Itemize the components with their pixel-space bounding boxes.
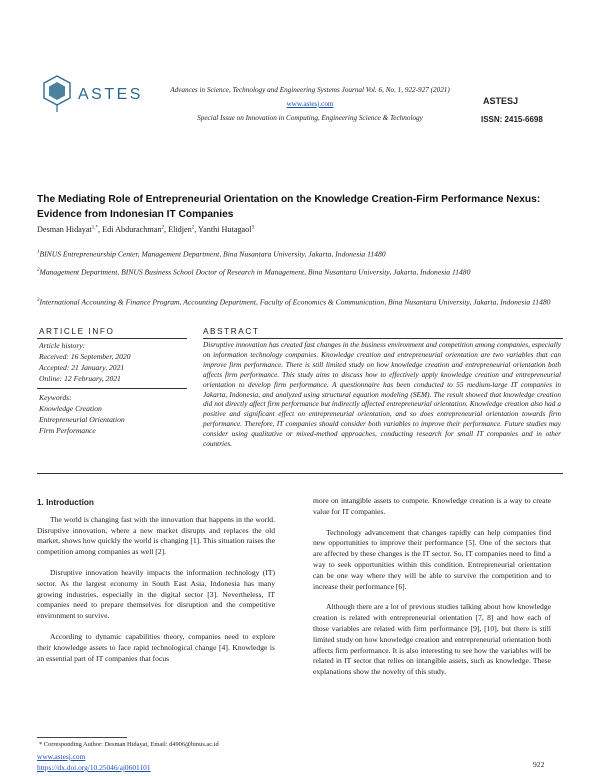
footnote-divider [37, 737, 127, 738]
keywords [39, 392, 189, 436]
keywords-label: Keywords: [39, 393, 72, 402]
author-name: Edi Abdurachman [102, 225, 162, 234]
abstract-heading: ABSTRACT [203, 327, 260, 336]
affiliation-3 [37, 296, 567, 308]
author-sup: 2 [161, 225, 164, 231]
section-heading: 1. Introduction [37, 498, 94, 507]
author-separator: , [194, 225, 199, 234]
paragraph: The world is changing fast with the innovation that happens in the world. Disruptive innovation, where a new market disrupts and replaces the old market, shows how quickly the world is changing [1]. This situation raises the competition among companies as well [2]. [37, 514, 275, 557]
author-name: Desman Hidayat [37, 225, 92, 234]
journal-brand: ASTESJ [483, 96, 519, 106]
site-url-link[interactable]: www.astesj.com [37, 752, 86, 761]
author-name: Yanthi Hutagaol [198, 225, 252, 234]
journal-issn: ISSN: 2415-6698 [481, 115, 543, 124]
doi-link[interactable]: https://dx.doi.org/10.25046/aj0601101 [37, 763, 151, 772]
paper-title: The Mediating Role of Entrepreneurial Orientation on the Knowledge Creation-Firm Performance Nexus: Evidence from Indonesian IT Companies [37, 194, 541, 220]
article-history [39, 340, 189, 384]
divider [37, 338, 187, 339]
author-sup: 3 [251, 225, 255, 231]
author-list [37, 225, 254, 234]
paragraph: According to dynamic capabilities theory, companies need to explore their knowledge assets to face rapid technological change [4]. Knowledge is an essential part of IT companies that focus [37, 631, 275, 663]
accepted-date: Accepted: 21 January, 2021 [39, 363, 125, 372]
affiliation-1 [37, 248, 567, 260]
abstract-text: Disruptive innovation has created fast changes in the business environment and competition among companies, especially on information technology companies. Knowledge creation and entrepreneurial orientation are two variables that can improve firm performance. There is still limited study on how knowledge creation and entrepreneurial orientation both affects firm performance. This study aims to discuss how to effectively apply knowledge creation and entrepreneurial orientation to develop firm performance. A questionnaire has been conducted to 55 medium-large IT companies in Jakarta, Indonesia, and analyzed using structural equation modeling (SEM). The result showed that knowledge creation did not directly affect firm performance but indirectly affected entrepreneurial orientation. Knowledge creation also had a positive and significant effect on entrepreneurial orientation, and so does entrepreneurial orientation towards firm performance. Therefore, IT companies should consider both variables to improve their performance. Future studies may consider using qualitative or mixed-method approaches, conducting research for small IT companies and in other countries. [203, 340, 561, 449]
paragraph: Although there are a lot of previous studies talking about how knowledge creation is related with entrepreneurial orientation [7, 8] and how each of those variables are related with firm performance [9], [10], but there is still limited study on how knowledge creation and entrepreneurial orientation both affects firm performance. It is also interesting to see how the variables will be related in IT sector that relies on intangible assets, such as knowledge. These explanations show the novelty of this study. [313, 602, 551, 677]
divider [37, 388, 187, 389]
affiliation-text: International Accounting & Finance Program, Accounting Department, Faculty of Economics & Communication, Bina Nusantara University, Jakarta, Indonesia 11480 [39, 297, 551, 307]
divider [37, 473, 563, 474]
author-sup: 2 [191, 225, 195, 231]
special-issue: Special Issue on Innovation in Computing, Engineering Science & Technology [197, 114, 423, 122]
affiliation-2 [37, 266, 567, 278]
body-right-column [313, 496, 551, 688]
affiliation-sup: 3 [37, 298, 40, 303]
keyword: Firm Performance [39, 426, 96, 435]
logo-text: ASTES [78, 86, 143, 103]
author-separator: , [98, 225, 103, 234]
received-date: Received: 16 September, 2020 [39, 352, 131, 361]
paragraph: Technology advancement that changes rapidly can help companies find new opportunities to improve their performance [5]. One of the sectors that are affected by these changes is the IT sector. So, IT companies need to find a way to seek opportunities within this condition. Entrepreneurial orientation can be one way where they will be able to survive the competition and to increase their performance [6]. [313, 527, 551, 591]
corresponding-author-footnote: * Corresponding Author: Desman Hidayat, Email: d4906@binus.ac.id [39, 741, 219, 748]
author-sup: 1,* [91, 225, 99, 231]
logo-mark-icon [40, 74, 74, 114]
author-name: Elidjen [168, 225, 192, 234]
affiliation-text: BINUS Entrepreneurship Center, Management Department, Bina Nusantara University, Jakarta, Indonesia 11480 [39, 249, 386, 259]
author-separator: , [163, 225, 169, 234]
article-info-heading: ARTICLE INFO [39, 327, 115, 336]
journal-url-link[interactable]: www.astesj.com [286, 100, 334, 108]
page-number: 922 [533, 760, 545, 769]
divider [203, 338, 563, 339]
paragraph: more on intangible assets to compete. Knowledge creation is a way to create value for IT companies. [313, 496, 551, 516]
paragraph: Disruptive innovation heavily impacts the information technology (IT) sector. As the largest economy in South East Asia, Indonesia has many growing industries, especially in the digital sector [3]. Nevertheless, IT companies need to prepare themselves for disruption and the competitive environment to survive. [37, 567, 275, 621]
journal-line: Advances in Science, Technology and Engineering Systems Journal Vol. 6, No. 1, 922-927 (2021) [170, 86, 450, 94]
keyword: Knowledge Creation [39, 404, 102, 413]
affiliation-sup: 1 [37, 250, 40, 255]
online-date: Online: 12 February, 2021 [39, 374, 121, 383]
body-left-column [37, 498, 275, 674]
keyword: Entrepreneurial Orientation [39, 415, 125, 424]
journal-logo [40, 72, 143, 120]
journal-info [160, 85, 460, 123]
affiliation-sup: 2 [37, 268, 40, 273]
history-label: Article history: [39, 341, 86, 350]
affiliation-text: Management Department, BINUS Business School Doctor of Research in Management, Bina Nusantara University, Jakarta, Indonesia 11480 [39, 267, 471, 277]
